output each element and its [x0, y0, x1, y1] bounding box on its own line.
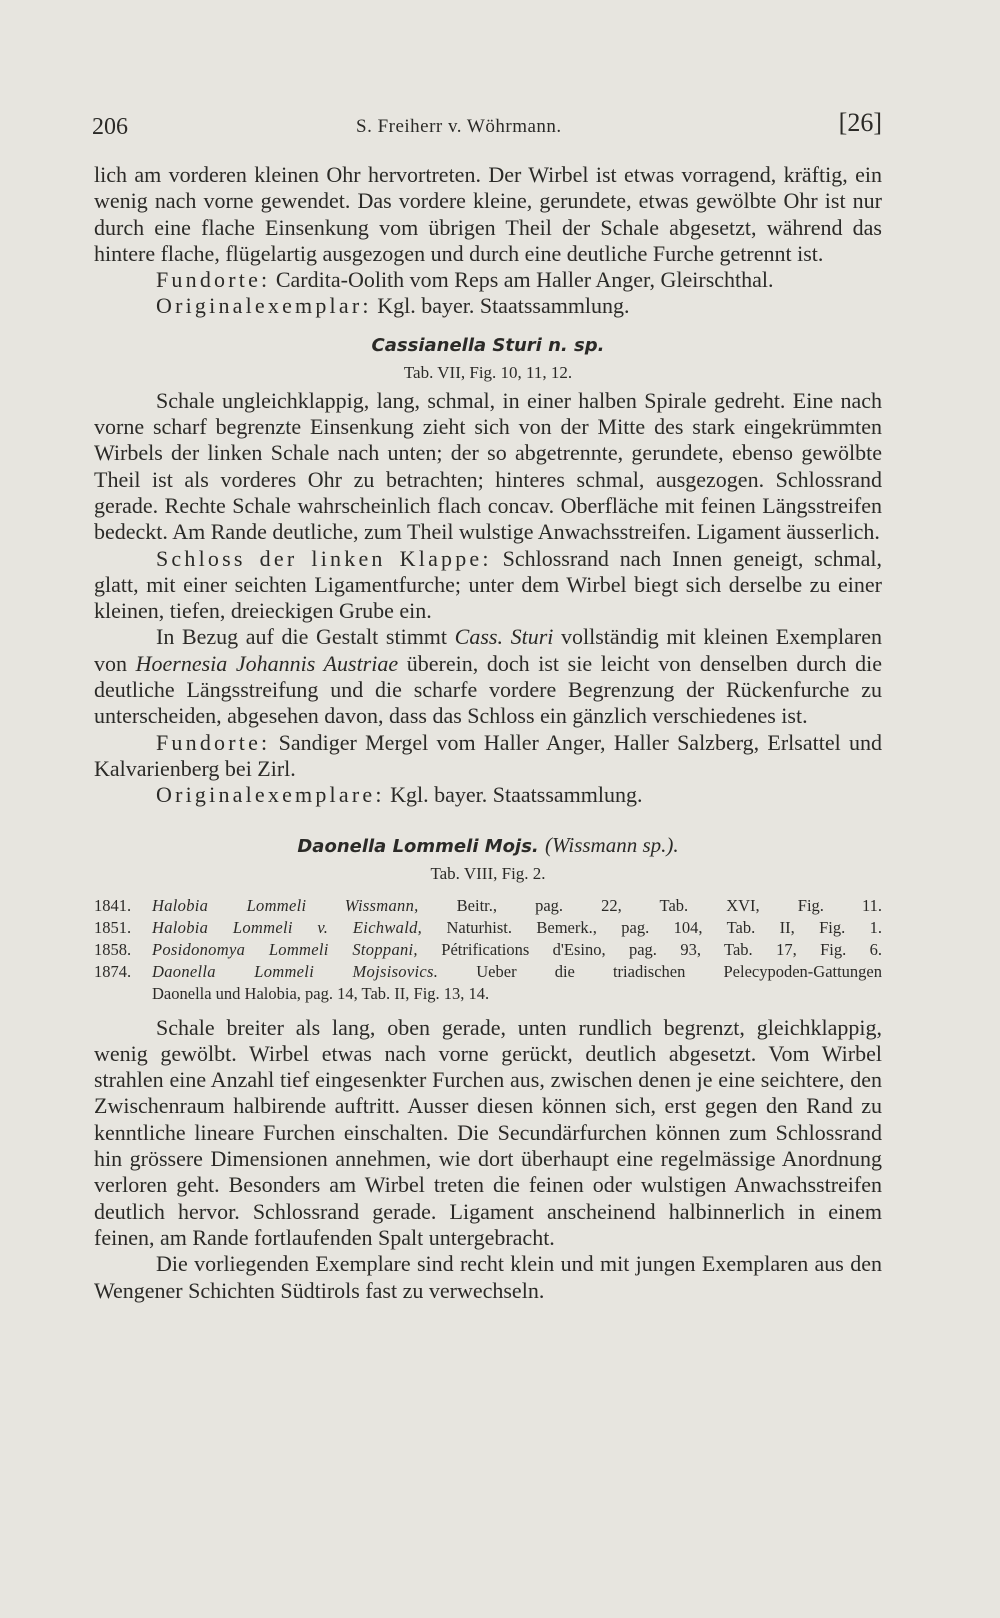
- synonym-entry: [152, 961, 882, 983]
- spacer: [94, 1005, 882, 1015]
- synonym-name: Halobia Lommeli v. Eichwald,: [152, 917, 423, 937]
- synonym-ref: Ueber die triadischen Pelecypoden-Gattungen: [476, 961, 883, 981]
- body-paragraph: Die vorliegenden Exemplare sind recht klein und mit jungen Exemplaren aus den Wengener Schichten Südtirols fast zu verwechseln.: [94, 1251, 882, 1303]
- running-title: S. Freiherr v. Wöhrmann.: [356, 116, 562, 137]
- page-reference: [26]: [838, 108, 882, 137]
- schloss-paragraph: [94, 546, 882, 625]
- synonym-year: 1858.: [94, 939, 132, 959]
- synonym-entry: [152, 895, 882, 917]
- synonym-name: Halobia Lommeli Wissmann,: [152, 895, 419, 915]
- synonym-row: [94, 895, 882, 917]
- synonym-year: 1841.: [94, 895, 132, 915]
- plate-reference: Tab. VIII, Fig. 2.: [430, 863, 546, 883]
- bezug-text-b: vollständig mit kleinen Exemplaren von: [94, 624, 883, 676]
- fundorte-line: [94, 730, 882, 783]
- synonym-ref: Naturhist. Bemerk., pag. 104, Tab. II, Fig. 1.: [446, 917, 882, 937]
- fundorte-label: Fundorte:: [156, 729, 271, 755]
- synonym-ref: Beitr., pag. 22, Tab. XVI, Fig. 11.: [456, 895, 882, 915]
- body-paragraph: lich am vorderen kleinen Ohr hervortreten. Der Wirbel ist etwas vorragend, kräftig, ein wenig nach vorne gewendet. Das vordere kleine, gerundete, etwas gewölbte Ohr ist nur durch eine flache Einsenkung vom übrigen Theil der Schale abgesetzt, während das hintere flache, flügelartig ausgezogen und durch eine deutliche Furche getrennt ist.: [94, 162, 882, 266]
- page-header: [92, 108, 882, 148]
- fundorte-text: Cardita-Oolith vom Reps am Haller Anger, Gleirschthal.: [275, 267, 774, 293]
- species-ref: Cass. Sturi: [454, 624, 554, 650]
- page-body: [94, 162, 882, 1304]
- bezug-paragraph: [94, 624, 882, 729]
- species-ref: Hoernesia Johannis Austriae: [135, 650, 399, 676]
- synonym-name: Posidonomya Lommeli Stoppani,: [152, 939, 418, 959]
- synonym-name: Daonella Lommeli Mojsisovics.: [152, 961, 439, 981]
- synonym-row: [94, 917, 882, 939]
- synonym-entry: [152, 939, 882, 961]
- original-label: Originalexemplare:: [156, 782, 385, 808]
- species-heading: [94, 831, 882, 861]
- synonym-year: 1851.: [94, 917, 132, 937]
- synonym-list: [94, 895, 882, 1005]
- plate-reference: Tab. VII, Fig. 10, 11, 12.: [403, 362, 573, 382]
- original-line: [94, 782, 882, 808]
- synonym-row: [94, 939, 882, 961]
- species-heading: Cassianella Sturi n. sp.: [371, 334, 605, 356]
- schloss-text: Schlossrand nach Innen geneigt, schmal, glatt, mit einer seichten Ligamentfurche; unter dem Wirbel biegt sich derselbe zu einer kleinen, tiefen, dreieckigen Grube ein.: [94, 545, 882, 624]
- original-line: [94, 293, 882, 319]
- synonym-ref: Pétrifications d'Esino, pag. 93, Tab. 17, Fig. 6.: [441, 939, 883, 959]
- original-label: Originalexemplar:: [156, 293, 372, 319]
- original-text: Kgl. bayer. Staatssammlung.: [390, 782, 643, 808]
- original-text: Kgl. bayer. Staatssammlung.: [377, 293, 630, 319]
- fundorte-line: [94, 267, 882, 293]
- synonym-continuation: Daonella und Halobia, pag. 14, Tab. II, Fig. 13, 14.: [152, 983, 490, 1003]
- species-author: (Wissmann sp.).: [545, 832, 679, 857]
- schloss-label: Schloss der linken Klappe:: [156, 545, 492, 571]
- synonym-row: [94, 961, 882, 983]
- body-paragraph: Schale ungleichklappig, lang, schmal, in einer halben Spirale gedreht. Eine nach vorne scharf begrenzte Einsenkung zieht sich von der Mitte des stark eingekrümmten Wirbels der linken Schale nach unten; der so abgetrennte, gerundete, ebenso gewölbte Theil ist als vorderes Ohr zu betrachten; hinteres schmal, ausgezogen. Schlossrand gerade. Rechte Schale wahrscheinlich flach concav. Oberfläche mit feinen Längsstreifen bedeckt. Am Rande deutliche, zum Theil wulstige Anwachsstreifen. Ligament äusserlich.: [94, 387, 882, 545]
- bezug-text-a: In Bezug auf die Gestalt stimmt: [156, 624, 448, 650]
- species-title: Daonella Lommeli Mojs.: [297, 835, 539, 857]
- body-paragraph: Schale breiter als lang, oben gerade, unten rundlich begrenzt, gleichklappig, wenig gewölbt. Wirbel etwas nach vorne gerückt, deutlich abgesetzt. Vom Wirbel strahlen eine Anzahl tief eingesenkter Furchen aus, zwischen denen je eine seichtere, den Zwischenraum halbirende auftritt. Ausser diesen können sich, erst gegen den Rand zu kenntliche lineare Furchen einschalten. Die Secundärfurchen können zum Schlossrand hin grössere Dimensionen annehmen, wie dort überhaupt eine regelmässige Anordnung verloren geht. Besonders am Wirbel treten die feinen oder wulstigen Anwachsstreifen deutlich hervor. Schlossrand gerade. Ligament anscheinend halbinnerlich in einem feinen, am Rande fortlaufenden Spalt untergebracht.: [94, 1014, 882, 1250]
- fundorte-label: Fundorte:: [156, 267, 271, 293]
- synonym-entry: [152, 917, 882, 939]
- bezug-text-c: überein, doch ist sie leicht von denselben durch die deutliche Längsstreifung und die scharfe vordere Begrenzung der Rückenfurche zu unterscheiden, abgesehen davon, dass das Schloss ein gänzlich verschiedenes ist.: [94, 650, 882, 729]
- page-number: 206: [92, 114, 128, 140]
- synonym-year: 1874.: [94, 961, 132, 981]
- fundorte-text: Sandiger Mergel vom Haller Anger, Haller Salzberg, Erlsattel und Kalvarienberg bei Zirl.: [94, 729, 882, 781]
